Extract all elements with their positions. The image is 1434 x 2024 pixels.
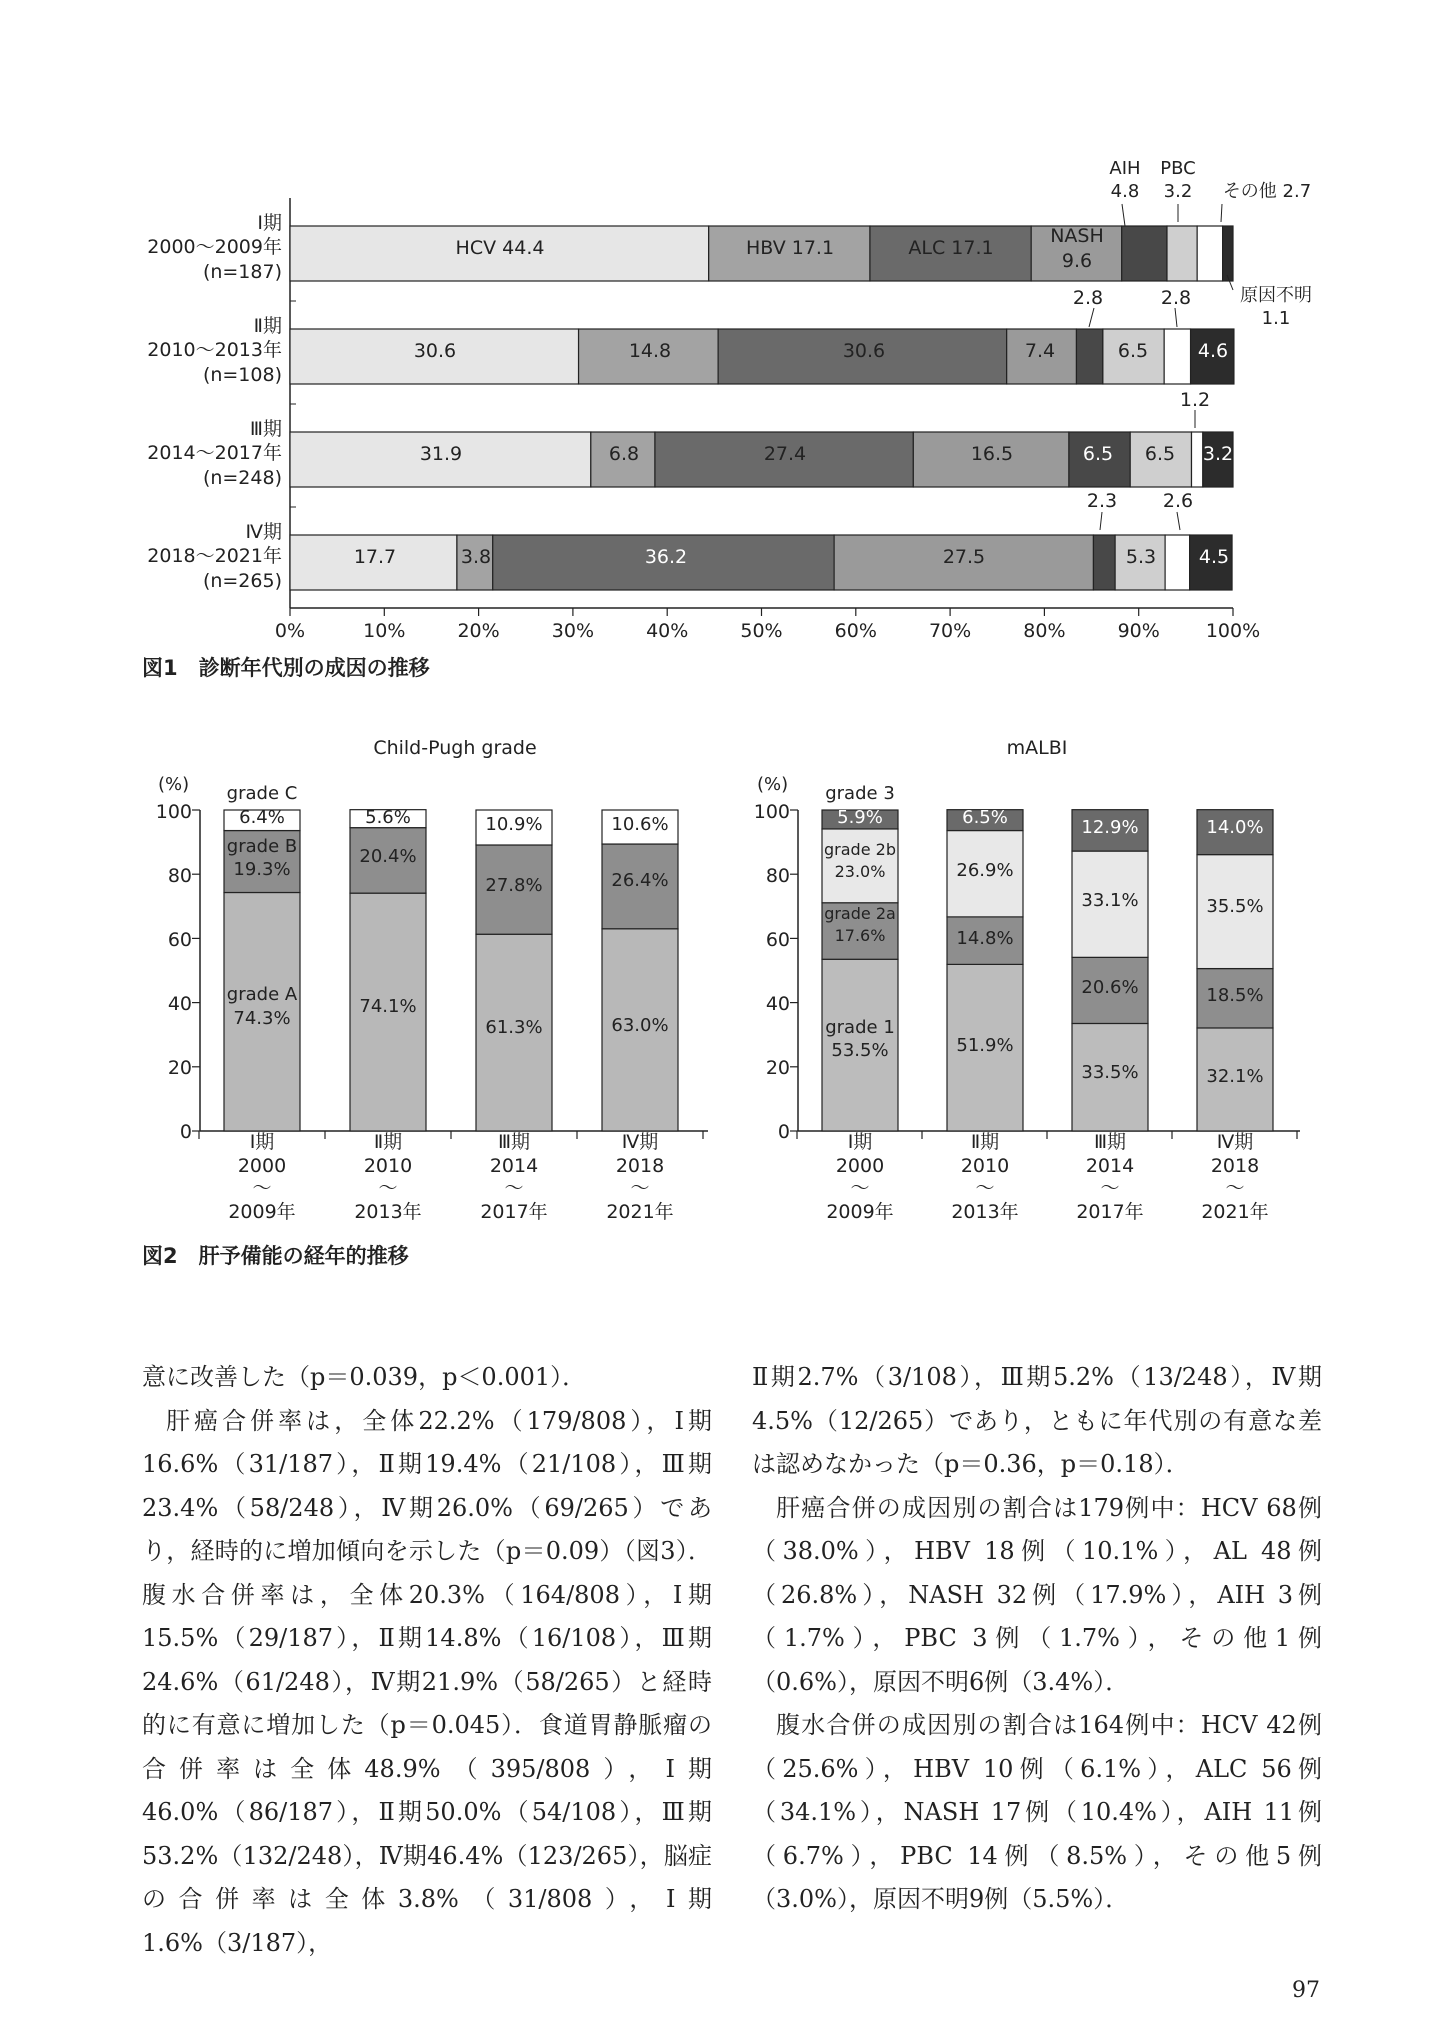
x-label-period: Ⅳ期 bbox=[1216, 1131, 1254, 1153]
value-label: 20.4% bbox=[359, 846, 417, 867]
x-label-period: Ⅲ期 bbox=[497, 1131, 531, 1153]
x-tick-label: 10% bbox=[363, 620, 406, 642]
grade-label: grade 2b bbox=[824, 840, 896, 859]
paragraph: Ⅱ期2.7%（3/108），Ⅲ期5.2%（13/248），Ⅳ期4.5%（12/265）であり，ともに年代別の有意な差は認めなかった（p＝0.36，p＝0.18）． bbox=[752, 1363, 1322, 1478]
bar-label: 27.5 bbox=[942, 546, 986, 568]
x-label-start: 2014 bbox=[1085, 1155, 1135, 1177]
value-label: 27.8% bbox=[485, 875, 543, 896]
bar-label: HBV 17.1 bbox=[745, 237, 835, 259]
value-label: 5.9% bbox=[837, 807, 883, 828]
x-label-sep: ～ bbox=[378, 1177, 398, 1199]
x-tick-label: 60% bbox=[834, 620, 877, 642]
right-unit: (%) bbox=[757, 774, 789, 795]
bar-label: 1.2 bbox=[1179, 389, 1211, 411]
x-label-sep: ～ bbox=[252, 1177, 272, 1199]
period-n: (n=108) bbox=[202, 364, 282, 386]
bar-label: 5.3 bbox=[1125, 546, 1157, 568]
x-label-sep: ～ bbox=[975, 1177, 995, 1199]
y-tick-label: 60 bbox=[765, 929, 790, 951]
period-label: Ⅱ期 bbox=[253, 315, 282, 337]
x-label-sep: ～ bbox=[1100, 1177, 1120, 1199]
bar-label: 2.8 bbox=[1072, 287, 1104, 309]
paragraph: 肝癌合併の成因別の割合は179例中：HCV 68例（38.0%），HBV 18例（10.1%），AL 48例（26.8%），NASH 32例（17.9%），AIH 3例（1.7%），PBC 3例（1.7%），その他1例（0.6%），原因不明6例（3.4%）． bbox=[752, 1493, 1322, 1696]
value-label: 26.4% bbox=[611, 870, 669, 891]
bar-label: ALC 17.1 bbox=[908, 237, 994, 259]
x-label-end: 2017年 bbox=[480, 1201, 548, 1223]
body-text-left bbox=[142, 1356, 712, 1965]
x-label-start: 2000 bbox=[835, 1155, 885, 1177]
period-label: Ⅳ期 bbox=[245, 521, 282, 543]
value-label: 18.5% bbox=[1206, 985, 1264, 1006]
value-label: 74.3% bbox=[233, 1008, 291, 1029]
x-label-period: Ⅲ期 bbox=[1093, 1131, 1127, 1153]
x-label-start: 2018 bbox=[1210, 1155, 1260, 1177]
y-tick-label: 20 bbox=[167, 1057, 192, 1079]
x-label-end: 2009年 bbox=[826, 1201, 894, 1223]
x-label-period: Ⅱ期 bbox=[373, 1131, 403, 1153]
grade-label: grade A bbox=[226, 984, 298, 1005]
period-n: (n=248) bbox=[202, 467, 282, 489]
x-label-start: 2010 bbox=[363, 1155, 413, 1177]
bar-label: 6.5 bbox=[1082, 443, 1114, 465]
page-number: 97 bbox=[1292, 1978, 1320, 2003]
value-label: 63.0% bbox=[611, 1015, 669, 1036]
value-label: 35.5% bbox=[1206, 896, 1264, 917]
bar-label: 17.7 bbox=[353, 546, 397, 568]
x-tick-label: 50% bbox=[740, 620, 783, 642]
paragraph: 腹水合併の成因別の割合は164例中：HCV 42例（25.6%），HBV 10例（6.1%），ALC 56例（34.1%），NASH 17例（10.4%），AIH 11例（6.7%），PBC 14例（8.5%），その他5例（3.0%），原因不明9例（5.5%）． bbox=[752, 1711, 1322, 1913]
grade-label: grade C bbox=[226, 783, 298, 804]
y-tick-label: 100 bbox=[155, 801, 192, 823]
value-label: 6.5% bbox=[962, 807, 1008, 828]
pbc-label: PBC bbox=[1160, 158, 1196, 179]
x-label-end: 2021年 bbox=[606, 1201, 674, 1223]
value-label: 20.6% bbox=[1081, 977, 1139, 998]
bar-label: 4.5 bbox=[1198, 546, 1230, 568]
value-label: 74.1% bbox=[359, 996, 417, 1017]
unknown-value: 1.1 bbox=[1261, 308, 1291, 329]
value-label: 10.9% bbox=[485, 814, 543, 835]
y-tick-label: 100 bbox=[753, 801, 790, 823]
x-label-period: Ⅱ期 bbox=[970, 1131, 1000, 1153]
period-years: 2010～2013年 bbox=[147, 339, 282, 361]
value-label: 53.5% bbox=[831, 1040, 889, 1061]
x-label-end: 2017年 bbox=[1076, 1201, 1144, 1223]
other-label: その他 2.7 bbox=[1222, 181, 1312, 202]
value-label: 5.6% bbox=[365, 807, 411, 828]
x-label-end: 2013年 bbox=[951, 1201, 1019, 1223]
bar-label: 6.5 bbox=[1144, 443, 1176, 465]
figure-1-caption: 図1 診断年代別の成因の推移 bbox=[142, 656, 430, 680]
value-label: 61.3% bbox=[485, 1017, 543, 1038]
x-label-period: Ⅳ期 bbox=[621, 1131, 659, 1153]
y-tick-label: 60 bbox=[167, 929, 192, 951]
x-label-sep: ～ bbox=[850, 1177, 870, 1199]
grade-label: grade 1 bbox=[825, 1017, 895, 1038]
x-tick-label: 90% bbox=[1117, 620, 1160, 642]
value-label: 51.9% bbox=[956, 1035, 1014, 1056]
y-tick-label: 80 bbox=[765, 865, 790, 887]
y-tick-label: 40 bbox=[765, 993, 790, 1015]
y-tick-label: 0 bbox=[777, 1121, 790, 1143]
x-tick-label: 40% bbox=[646, 620, 689, 642]
bar-label: 31.9 bbox=[419, 443, 463, 465]
bar-label: 3.8 bbox=[460, 546, 492, 568]
right-chart-title: mALBI bbox=[1006, 737, 1068, 759]
grade-label: grade B bbox=[226, 836, 298, 857]
x-label-start: 2018 bbox=[615, 1155, 665, 1177]
y-tick-label: 0 bbox=[179, 1121, 192, 1143]
x-label-end: 2013年 bbox=[354, 1201, 422, 1223]
paragraph: 肝癌合併率は，全体22.2%（179/808），Ⅰ期16.6%（31/187），Ⅱ期19.4%（21/108），Ⅲ期23.4%（58/248），Ⅳ期26.0%（69/265）であり，経時的に増加傾向を示した（p＝0.09）（図3）．腹水合併率は，全体20.3%（164/808），Ⅰ期15.5%（29/187），Ⅱ期14.8%（16/108），Ⅲ期24.6%（61/248），Ⅳ期21.9%（58/265）と経時的に有意に増加した（p＝0.045）．食道胃静脈瘤の合併率は全体48.9%（395/808），Ⅰ期46.0%（86/187），Ⅱ期50.0%（54/108），Ⅲ期53.2%（132/248），Ⅳ期46.4%（123/265），脳症の合併率は全体3.8%（31/808），Ⅰ期1.6%（3/187）， bbox=[142, 1406, 712, 1957]
body-text-right bbox=[752, 1356, 1322, 1922]
value-label: 6.4% bbox=[239, 807, 285, 828]
bar-label: 4.6 bbox=[1197, 340, 1229, 362]
bar-label: 30.6 bbox=[413, 340, 457, 362]
value-label: 17.6% bbox=[834, 926, 886, 945]
paragraph: 意に改善した（p＝0.039，p＜0.001）． bbox=[142, 1363, 587, 1391]
value-label: 19.3% bbox=[233, 859, 291, 880]
x-tick-label: 20% bbox=[457, 620, 500, 642]
value-label: 33.1% bbox=[1081, 890, 1139, 911]
bar-label: 6.5 bbox=[1117, 340, 1149, 362]
period-n: (n=265) bbox=[202, 570, 282, 592]
x-tick-label: 80% bbox=[1023, 620, 1066, 642]
x-label-start: 2014 bbox=[489, 1155, 539, 1177]
x-label-end: 2021年 bbox=[1201, 1201, 1269, 1223]
period-years: 2000～2009年 bbox=[147, 236, 282, 258]
bar-label: 9.6 bbox=[1061, 250, 1093, 272]
bar-label: 36.2 bbox=[644, 546, 688, 568]
period-years: 2014～2017年 bbox=[147, 442, 282, 464]
value-label: 10.6% bbox=[611, 814, 669, 835]
bar-label: 30.6 bbox=[842, 340, 886, 362]
bar-label: 7.4 bbox=[1024, 340, 1056, 362]
value-label: 12.9% bbox=[1081, 817, 1139, 838]
x-label-period: Ⅰ期 bbox=[847, 1131, 873, 1153]
period-years: 2018～2021年 bbox=[147, 545, 282, 567]
bar-label: HCV 44.4 bbox=[455, 237, 545, 259]
value-label: 32.1% bbox=[1206, 1066, 1264, 1087]
x-label-sep: ～ bbox=[630, 1177, 650, 1199]
period-label: Ⅲ期 bbox=[249, 418, 282, 440]
grade-label: grade 2a bbox=[824, 904, 896, 923]
x-tick-label: 70% bbox=[928, 620, 972, 642]
bar-label: NASH bbox=[1050, 225, 1104, 247]
period-label: Ⅰ期 bbox=[257, 212, 282, 234]
left-chart-title: Child-Pugh grade bbox=[373, 737, 537, 759]
left-unit: (%) bbox=[158, 774, 190, 795]
x-tick-label: 0% bbox=[274, 620, 306, 642]
x-tick-label: 100% bbox=[1205, 620, 1261, 642]
x-label-end: 2009年 bbox=[228, 1201, 296, 1223]
x-tick-label: 30% bbox=[551, 620, 595, 642]
x-label-sep: ～ bbox=[504, 1177, 524, 1199]
aih-value: 4.8 bbox=[1110, 181, 1140, 202]
bar-label: 27.4 bbox=[763, 443, 807, 465]
bar-label: 16.5 bbox=[970, 443, 1014, 465]
bar-label: 6.8 bbox=[608, 443, 640, 465]
y-tick-label: 20 bbox=[765, 1057, 790, 1079]
bar-label: 2.8 bbox=[1160, 287, 1192, 309]
grade-label: grade 3 bbox=[825, 783, 895, 804]
bar-label: 14.8 bbox=[628, 340, 672, 362]
y-tick-label: 40 bbox=[167, 993, 192, 1015]
value-label: 14.0% bbox=[1206, 817, 1264, 838]
unknown-label: 原因不明 bbox=[1240, 285, 1312, 306]
period-n: (n=187) bbox=[202, 261, 282, 283]
y-tick-label: 80 bbox=[167, 865, 192, 887]
bar-label: 2.3 bbox=[1086, 490, 1118, 512]
value-label: 26.9% bbox=[956, 860, 1014, 881]
bar-label: 3.2 bbox=[1202, 443, 1234, 465]
aih-label: AIH bbox=[1109, 158, 1141, 179]
pbc-value: 3.2 bbox=[1163, 181, 1193, 202]
value-label: 33.5% bbox=[1081, 1062, 1139, 1083]
bar-label: 2.6 bbox=[1162, 490, 1194, 512]
x-label-sep: ～ bbox=[1225, 1177, 1245, 1199]
x-label-period: Ⅰ期 bbox=[249, 1131, 275, 1153]
figure-2-caption: 図2 肝予備能の経年的推移 bbox=[142, 1244, 409, 1268]
value-label: 14.8% bbox=[956, 928, 1014, 949]
value-label: 23.0% bbox=[834, 862, 886, 881]
x-label-start: 2000 bbox=[237, 1155, 287, 1177]
x-label-start: 2010 bbox=[960, 1155, 1010, 1177]
